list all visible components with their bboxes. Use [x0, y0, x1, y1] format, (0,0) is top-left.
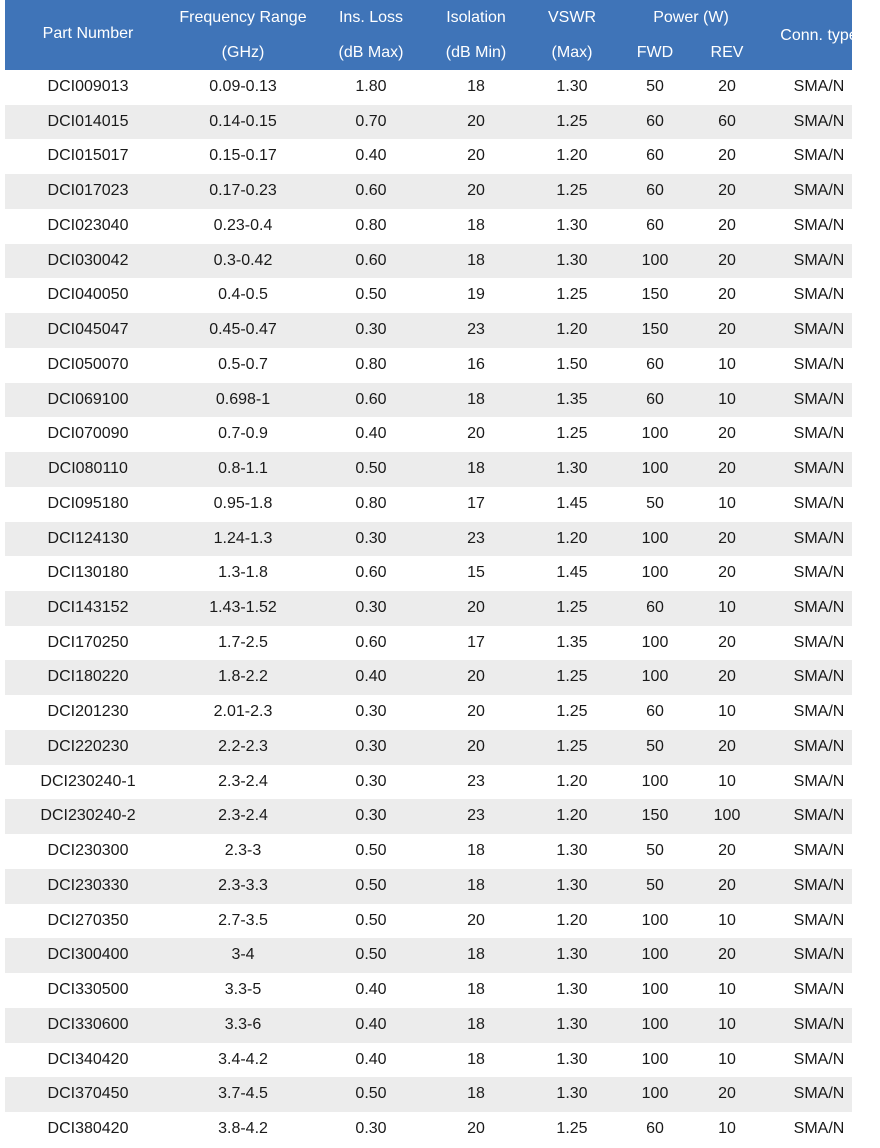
cell-vswr: 1.30: [556, 842, 588, 860]
cell-part-number: DCI330600: [47, 1015, 129, 1033]
cell-isolation: 20: [467, 182, 485, 200]
header-vswr-unit: (Max): [551, 44, 593, 61]
cell-isolation: 17: [467, 494, 485, 512]
cell-conn-type: SMA/N: [793, 286, 845, 304]
cell-vswr: 1.30: [556, 78, 588, 95]
cell-isolation: 18: [467, 1085, 485, 1103]
cell-power-rev: 20: [718, 216, 736, 234]
cell-ins-loss: 0.60: [355, 633, 387, 651]
cell-frequency-range: 1.8-2.2: [218, 668, 268, 686]
cell-part-number: DCI124130: [47, 529, 129, 547]
cell-ins-loss: 0.40: [355, 147, 387, 165]
cell-vswr: 1.25: [556, 286, 588, 304]
cell-frequency-range: 3.7-4.5: [218, 1085, 268, 1103]
table-row: [5, 70, 852, 105]
cell-part-number: DCI201230: [47, 703, 129, 721]
cell-vswr: 1.30: [556, 981, 588, 999]
cell-vswr: 1.20: [556, 147, 588, 165]
cell-part-number: DCI230240-2: [40, 807, 136, 825]
table-row: [5, 591, 852, 626]
cell-part-number: DCI015017: [47, 147, 129, 165]
cell-power-fwd: 50: [646, 78, 664, 95]
cell-power-fwd: 100: [641, 1050, 669, 1068]
cell-power-rev: 10: [718, 981, 736, 999]
cell-ins-loss: 0.30: [355, 321, 387, 339]
cell-power-rev: 20: [718, 564, 736, 582]
cell-power-rev: 10: [718, 1120, 736, 1138]
cell-conn-type: SMA/N: [793, 147, 845, 165]
cell-isolation: 23: [467, 321, 485, 339]
cell-part-number: DCI230240-1: [40, 772, 136, 790]
cell-ins-loss: 0.30: [355, 737, 387, 755]
table-row: [5, 313, 852, 348]
cell-power-fwd: 60: [646, 703, 664, 721]
cell-part-number: DCI180220: [47, 668, 129, 686]
cell-conn-type: SMA/N: [793, 494, 845, 512]
table-row: [5, 938, 852, 973]
header-power: Power (W): [653, 9, 729, 26]
table-row: [5, 695, 852, 730]
header-power-rev: REV: [710, 44, 744, 61]
cell-isolation: 20: [467, 737, 485, 755]
header-ins-loss: Ins. Loss: [338, 9, 404, 26]
cell-part-number: DCI040050: [47, 286, 129, 304]
cell-vswr: 1.30: [556, 1015, 588, 1033]
cell-part-number: DCI045047: [47, 321, 129, 339]
table-row: [5, 556, 852, 591]
cell-power-fwd: 100: [641, 1085, 669, 1103]
cell-ins-loss: 0.30: [355, 807, 387, 825]
cell-vswr: 1.25: [556, 703, 588, 721]
cell-ins-loss: 0.30: [355, 703, 387, 721]
cell-isolation: 18: [467, 946, 485, 964]
cell-vswr: 1.25: [556, 425, 588, 443]
table-row: [5, 244, 852, 279]
table-row: [5, 626, 852, 661]
cell-vswr: 1.30: [556, 1085, 588, 1103]
cell-frequency-range: 2.2-2.3: [218, 737, 268, 755]
cell-vswr: 1.35: [556, 390, 588, 408]
table-row: [5, 452, 852, 487]
cell-frequency-range: 0.95-1.8: [213, 494, 273, 512]
cell-isolation: 18: [467, 1050, 485, 1068]
cell-isolation: 20: [467, 911, 485, 929]
cell-power-rev: 20: [718, 737, 736, 755]
table-row: [5, 487, 852, 522]
cell-power-rev: 20: [718, 182, 736, 200]
cell-power-fwd: 60: [646, 112, 664, 130]
cell-part-number: DCI300400: [47, 946, 129, 964]
cell-power-rev: 20: [718, 946, 736, 964]
cell-isolation: 18: [467, 1015, 485, 1033]
cell-frequency-range: 3.8-4.2: [218, 1120, 268, 1138]
cell-vswr: 1.50: [556, 355, 588, 373]
cell-vswr: 1.35: [556, 633, 588, 651]
cell-isolation: 20: [467, 1120, 485, 1138]
cell-part-number: DCI170250: [47, 633, 129, 651]
cell-power-fwd: 150: [641, 807, 669, 825]
cell-ins-loss: 0.60: [355, 564, 387, 582]
cell-ins-loss: 0.60: [355, 182, 387, 200]
table-row: [5, 174, 852, 209]
cell-vswr: 1.25: [556, 737, 588, 755]
cell-vswr: 1.25: [556, 182, 588, 200]
header-power-fwd: FWD: [636, 44, 674, 61]
table-row: [5, 383, 852, 418]
cell-ins-loss: 0.40: [355, 981, 387, 999]
cell-part-number: DCI014015: [47, 112, 129, 130]
cell-part-number: DCI130180: [47, 564, 129, 582]
cell-vswr: 1.25: [556, 112, 588, 130]
cell-part-number: DCI009013: [47, 78, 129, 95]
cell-conn-type: SMA/N: [793, 1120, 845, 1138]
cell-power-fwd: 60: [646, 147, 664, 165]
table-row: [5, 869, 852, 904]
cell-conn-type: SMA/N: [793, 772, 845, 790]
cell-power-rev: 20: [718, 842, 736, 860]
cell-part-number: DCI380420: [47, 1120, 129, 1138]
cell-ins-loss: 0.40: [355, 1050, 387, 1068]
table-row: [5, 522, 852, 557]
cell-frequency-range: 0.45-0.47: [209, 321, 277, 339]
cell-isolation: 18: [467, 460, 485, 478]
cell-power-rev: 100: [713, 807, 741, 825]
cell-frequency-range: 0.5-0.7: [218, 355, 268, 373]
cell-conn-type: SMA/N: [793, 1015, 845, 1033]
cell-power-rev: 20: [718, 78, 736, 95]
cell-conn-type: SMA/N: [793, 112, 845, 130]
cell-power-rev: 10: [718, 1050, 736, 1068]
cell-ins-loss: 0.40: [355, 1015, 387, 1033]
cell-ins-loss: 0.50: [355, 946, 387, 964]
cell-power-fwd: 150: [641, 321, 669, 339]
cell-power-rev: 10: [718, 494, 736, 512]
cell-power-fwd: 100: [641, 633, 669, 651]
cell-part-number: DCI030042: [47, 251, 129, 269]
cell-vswr: 1.20: [556, 772, 588, 790]
cell-conn-type: SMA/N: [793, 216, 845, 234]
cell-frequency-range: 1.24-1.3: [213, 529, 273, 547]
cell-power-rev: 20: [718, 529, 736, 547]
cell-power-rev: 20: [718, 460, 736, 478]
cell-isolation: 18: [467, 390, 485, 408]
cell-power-fwd: 100: [641, 564, 669, 582]
cell-power-fwd: 60: [646, 1120, 664, 1138]
cell-conn-type: SMA/N: [793, 1085, 845, 1103]
cell-part-number: DCI230330: [47, 876, 129, 894]
cell-isolation: 20: [467, 703, 485, 721]
cell-frequency-range: 0.698-1: [215, 390, 271, 408]
cell-isolation: 18: [467, 78, 485, 95]
cell-isolation: 15: [467, 564, 485, 582]
header-frequency-unit: (GHz): [221, 44, 265, 61]
cell-power-fwd: 60: [646, 599, 664, 617]
cell-ins-loss: 0.40: [355, 668, 387, 686]
table-row: [5, 1008, 852, 1043]
cell-isolation: 20: [467, 599, 485, 617]
cell-isolation: 20: [467, 147, 485, 165]
table-body: [5, 70, 852, 1147]
cell-power-fwd: 100: [641, 251, 669, 269]
table-header: [5, 0, 858, 70]
table-row: [5, 417, 852, 452]
cell-conn-type: SMA/N: [793, 564, 845, 582]
cell-conn-type: SMA/N: [793, 876, 845, 894]
table-row: [5, 1077, 852, 1112]
cell-vswr: 1.45: [556, 494, 588, 512]
cell-ins-loss: 1.80: [355, 78, 387, 95]
cell-isolation: 18: [467, 981, 485, 999]
cell-vswr: 1.30: [556, 460, 588, 478]
cell-part-number: DCI143152: [47, 599, 129, 617]
cell-frequency-range: 0.14-0.15: [209, 112, 277, 130]
cell-ins-loss: 0.60: [355, 251, 387, 269]
cell-ins-loss: 0.70: [355, 112, 387, 130]
cell-isolation: 20: [467, 668, 485, 686]
cell-conn-type: SMA/N: [793, 668, 845, 686]
cell-frequency-range: 2.3-3.3: [218, 876, 268, 894]
cell-conn-type: SMA/N: [793, 981, 845, 999]
cell-part-number: DCI330500: [47, 981, 129, 999]
cell-ins-loss: 0.50: [355, 460, 387, 478]
cell-conn-type: SMA/N: [793, 807, 845, 825]
cell-power-fwd: 50: [646, 842, 664, 860]
cell-part-number: DCI370450: [47, 1085, 129, 1103]
cell-power-rev: 20: [718, 633, 736, 651]
cell-isolation: 23: [467, 529, 485, 547]
cell-isolation: 19: [467, 286, 485, 304]
cell-part-number: DCI070090: [47, 425, 129, 443]
cell-part-number: DCI017023: [47, 182, 129, 200]
cell-ins-loss: 0.40: [355, 425, 387, 443]
cell-ins-loss: 0.30: [355, 599, 387, 617]
cell-conn-type: SMA/N: [793, 425, 845, 443]
cell-vswr: 1.25: [556, 1120, 588, 1138]
cell-isolation: 23: [467, 807, 485, 825]
table-row: [5, 660, 852, 695]
cell-power-fwd: 100: [641, 529, 669, 547]
cell-part-number: DCI220230: [47, 737, 129, 755]
cell-ins-loss: 0.50: [355, 876, 387, 894]
cell-vswr: 1.30: [556, 251, 588, 269]
cell-power-rev: 10: [718, 911, 736, 929]
cell-power-rev: 10: [718, 390, 736, 408]
cell-frequency-range: 0.3-0.42: [213, 251, 273, 269]
table-row: [5, 799, 852, 834]
cell-vswr: 1.25: [556, 599, 588, 617]
header-isolation: Isolation: [446, 9, 506, 26]
cell-isolation: 23: [467, 772, 485, 790]
table-row: [5, 730, 852, 765]
cell-conn-type: SMA/N: [793, 78, 845, 95]
table-row: [5, 765, 852, 800]
cell-vswr: 1.30: [556, 876, 588, 894]
cell-power-rev: 20: [718, 668, 736, 686]
cell-frequency-range: 0.17-0.23: [209, 182, 277, 200]
cell-ins-loss: 0.50: [355, 842, 387, 860]
cell-power-rev: 20: [718, 425, 736, 443]
cell-power-fwd: 60: [646, 182, 664, 200]
cell-frequency-range: 3.4-4.2: [218, 1050, 268, 1068]
cell-part-number: DCI050070: [47, 355, 129, 373]
table-row: [5, 278, 852, 313]
cell-isolation: 20: [467, 425, 485, 443]
cell-part-number: DCI340420: [47, 1050, 129, 1068]
cell-vswr: 1.30: [556, 216, 588, 234]
cell-ins-loss: 0.50: [355, 286, 387, 304]
cell-ins-loss: 0.80: [355, 216, 387, 234]
cell-isolation: 18: [467, 842, 485, 860]
cell-power-rev: 10: [718, 355, 736, 373]
cell-vswr: 1.45: [556, 564, 588, 582]
cell-frequency-range: 0.7-0.9: [218, 425, 268, 443]
cell-power-rev: 10: [718, 703, 736, 721]
table-row: [5, 1043, 852, 1078]
cell-power-fwd: 50: [646, 876, 664, 894]
cell-conn-type: SMA/N: [793, 703, 845, 721]
cell-frequency-range: 2.01-2.3: [213, 703, 273, 721]
cell-frequency-range: 0.8-1.1: [218, 460, 268, 478]
cell-power-fwd: 100: [641, 981, 669, 999]
cell-power-fwd: 100: [641, 946, 669, 964]
cell-vswr: 1.30: [556, 1050, 588, 1068]
cell-isolation: 18: [467, 876, 485, 894]
cell-ins-loss: 0.60: [355, 390, 387, 408]
cell-conn-type: SMA/N: [793, 251, 845, 269]
cell-vswr: 1.25: [556, 668, 588, 686]
cell-part-number: DCI069100: [47, 390, 129, 408]
cell-power-fwd: 100: [641, 772, 669, 790]
cell-ins-loss: 0.30: [355, 1120, 387, 1138]
cell-power-fwd: 100: [641, 668, 669, 686]
cell-power-fwd: 50: [646, 737, 664, 755]
cell-conn-type: SMA/N: [793, 529, 845, 547]
cell-conn-type: SMA/N: [793, 1050, 845, 1068]
cell-vswr: 1.20: [556, 529, 588, 547]
cell-power-fwd: 100: [641, 425, 669, 443]
table-row: [5, 348, 852, 383]
cell-ins-loss: 0.80: [355, 355, 387, 373]
cell-conn-type: SMA/N: [793, 460, 845, 478]
cell-conn-type: SMA/N: [793, 355, 845, 373]
cell-power-rev: 10: [718, 599, 736, 617]
cell-ins-loss: 0.30: [355, 529, 387, 547]
cell-frequency-range: 3.3-6: [224, 1015, 262, 1033]
cell-power-rev: 60: [718, 112, 736, 130]
header-vswr: VSWR: [548, 9, 596, 26]
header-part-number: Part Number: [42, 25, 134, 42]
cell-part-number: DCI023040: [47, 216, 129, 234]
cell-part-number: DCI080110: [48, 460, 128, 478]
cell-power-rev: 10: [718, 772, 736, 790]
cell-frequency-range: 0.23-0.4: [213, 216, 273, 234]
cell-power-fwd: 100: [641, 1015, 669, 1033]
header-conn-type: Conn. type: [780, 27, 858, 44]
cell-conn-type: SMA/N: [793, 321, 845, 339]
cell-power-fwd: 60: [646, 390, 664, 408]
table-row: [5, 139, 852, 174]
header-ins-loss-unit: (dB Max): [338, 44, 404, 61]
cell-power-fwd: 100: [641, 460, 669, 478]
cell-conn-type: SMA/N: [793, 911, 845, 929]
table-row: [5, 209, 852, 244]
table-row: [5, 1112, 852, 1147]
cell-frequency-range: 1.3-1.8: [218, 564, 268, 582]
cell-frequency-range: 0.09-0.13: [209, 78, 277, 95]
table-row: [5, 105, 852, 140]
cell-power-rev: 20: [718, 321, 736, 339]
cell-frequency-range: 1.7-2.5: [218, 633, 268, 651]
cell-power-rev: 20: [718, 876, 736, 894]
cell-frequency-range: 3.3-5: [224, 981, 262, 999]
cell-vswr: 1.20: [556, 321, 588, 339]
cell-power-fwd: 100: [641, 911, 669, 929]
cell-isolation: 17: [467, 633, 485, 651]
cell-isolation: 16: [467, 355, 485, 373]
cell-conn-type: SMA/N: [793, 842, 845, 860]
cell-ins-loss: 0.50: [355, 1085, 387, 1103]
cell-vswr: 1.20: [556, 911, 588, 929]
cell-frequency-range: 2.3-3: [224, 842, 262, 860]
cell-part-number: DCI095180: [47, 494, 129, 512]
table-row: [5, 834, 852, 869]
cell-ins-loss: 0.30: [355, 772, 387, 790]
cell-power-rev: 20: [718, 147, 736, 165]
cell-power-rev: 20: [718, 286, 736, 304]
cell-isolation: 18: [467, 251, 485, 269]
cell-frequency-range: 2.3-2.4: [218, 772, 268, 790]
cell-power-fwd: 60: [646, 355, 664, 373]
cell-conn-type: SMA/N: [793, 946, 845, 964]
cell-isolation: 20: [467, 112, 485, 130]
cell-power-fwd: 60: [646, 216, 664, 234]
cell-conn-type: SMA/N: [793, 390, 845, 408]
cell-conn-type: SMA/N: [793, 633, 845, 651]
cell-frequency-range: 2.3-2.4: [218, 807, 268, 825]
cell-frequency-range: 2.7-3.5: [218, 911, 268, 929]
header-frequency-range: Frequency Range: [179, 9, 307, 26]
table-row: [5, 904, 852, 939]
cell-conn-type: SMA/N: [793, 182, 845, 200]
cell-power-rev: 20: [718, 251, 736, 269]
cell-part-number: DCI230300: [47, 842, 129, 860]
cell-vswr: 1.30: [556, 946, 588, 964]
cell-conn-type: SMA/N: [793, 599, 845, 617]
cell-power-rev: 10: [718, 1015, 736, 1033]
cell-power-rev: 20: [718, 1085, 736, 1103]
cell-conn-type: SMA/N: [793, 737, 845, 755]
cell-ins-loss: 0.50: [355, 911, 387, 929]
cell-power-fwd: 150: [641, 286, 669, 304]
cell-power-fwd: 50: [646, 494, 664, 512]
cell-isolation: 18: [467, 216, 485, 234]
cell-part-number: DCI270350: [47, 911, 129, 929]
cell-frequency-range: 0.15-0.17: [209, 147, 277, 165]
header-isolation-unit: (dB Min): [445, 44, 507, 61]
cell-ins-loss: 0.80: [355, 494, 387, 512]
table-row: [5, 973, 852, 1008]
cell-frequency-range: 0.4-0.5: [218, 286, 268, 304]
cell-frequency-range: 1.43-1.52: [209, 599, 277, 617]
cell-frequency-range: 3-4: [231, 946, 255, 964]
cell-vswr: 1.20: [556, 807, 588, 825]
